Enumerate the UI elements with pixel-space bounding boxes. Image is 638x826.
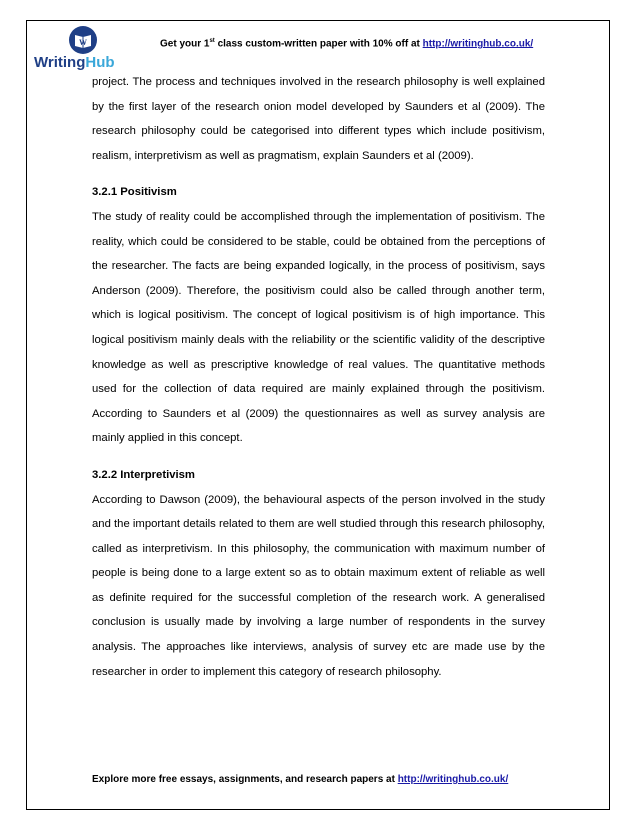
promo-header: Get your 1st class custom-written paper with 10% off at http://writinghub.co.uk/ [160, 38, 534, 50]
section-heading-positivism: 3.2.1 Positivism [92, 186, 177, 199]
intro-paragraph: project. The process and techniques involved in the research philosophy is well explained by the first layer of the research onion model developed by Saunders et al (2009). The research philosophy could be categorised into different types which include positivism, realism, interpretivism as well as pragmatism, explain Saunders et al (2009). [92, 76, 545, 162]
emblem-letter: W [79, 38, 87, 47]
promo-footer: Explore more free essays, assignments, and research papers at http://writinghub.co.uk/ [92, 774, 509, 785]
interpretivism-paragraph: According to Dawson (2009), the behavioural aspects of the person involved in the study and the important details related to them are well studied through this research philosophy, called as interpretivism. In this philosophy, the communication with maximum number of people is being done to a large extent so as to obtain maximum extent of reliable as well as definite required for the successful completion of the research work. A generalised conclusion is usually made by involving a large number of respondents in the survey analysis. The approaches like interviews, analysis of survey etc are made use by the researcher in order to implement this category of research philosophy. [92, 493, 545, 678]
writinghub-logo[interactable] [34, 25, 134, 75]
positivism-paragraph: The study of reality could be accomplished through the implementation of positivism. The reality, which could be considered to be stable, could be obtained from the perceptions of the researcher. The facts are being expanded logically, in the process of positivism, says Anderson (2009). Therefore, the positivism could also be called through another term, which is logical positivism. The concept of logical positivism is of high importance. This logical positivism mainly deals with the reliability or the scientific validity of the descriptive knowledge as well as prescriptive knowledge of real values. The quantitative methods used for the collection of data required are mainly explained through the positivism. According to Saunders et al (2009) the questionnaires as well as survey analysis are mainly applied in this concept. [92, 210, 545, 445]
document-body [92, 70, 545, 684]
footer-link[interactable]: http://writinghub.co.uk/ [397, 774, 509, 785]
header-link[interactable]: http://writinghub.co.uk/ [422, 38, 534, 50]
section-heading-interpretivism: 3.2.2 Interpretivism [92, 468, 195, 481]
logo-wordmark: WritingHub [34, 54, 115, 71]
book-emblem-icon [68, 25, 98, 55]
